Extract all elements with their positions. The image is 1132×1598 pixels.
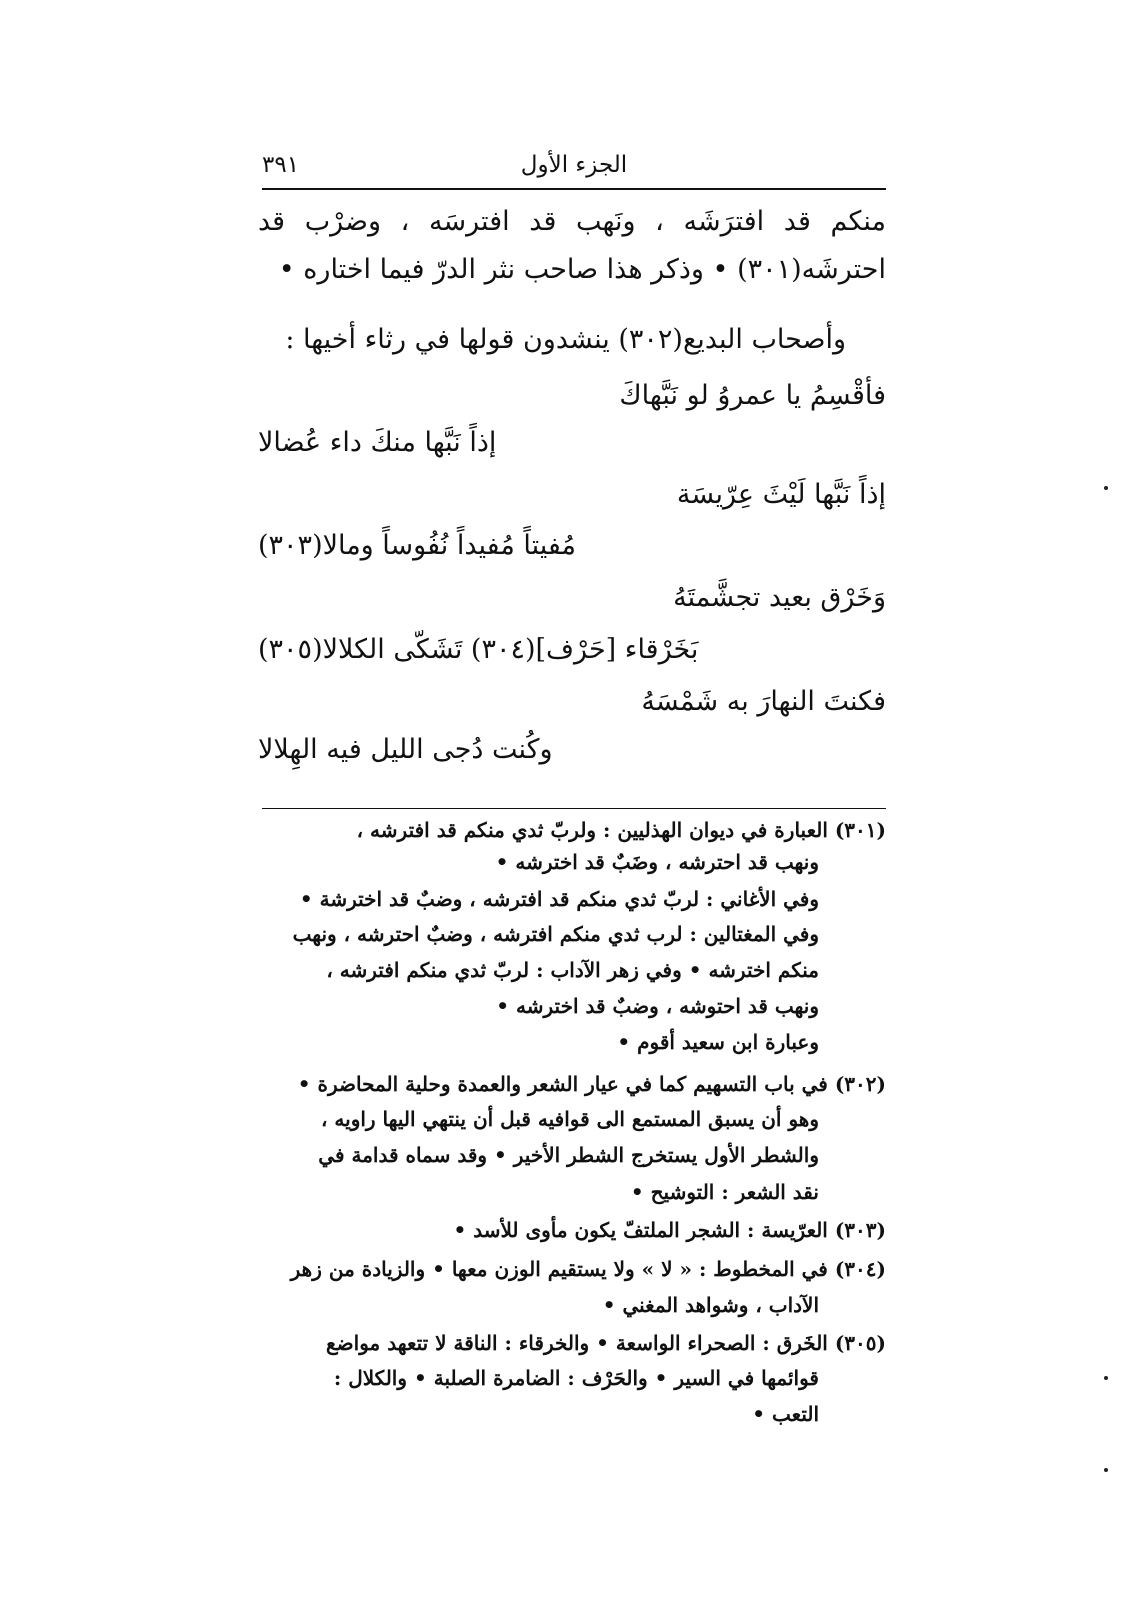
footnote-line: (٣٠١) العبارة في ديوان الهذليين : ولربّ ثدي منكم قد افترشه ، bbox=[356, 818, 886, 842]
footnote-line: منكم اخترشه • وفي زهر الآداب : لربّ ثدي منكم افترشه ، bbox=[326, 958, 819, 982]
footnote-line: (٣٠٣) العرّيسة : الشجر الملتفّ يكون مأوى للأسد • bbox=[453, 1218, 886, 1242]
footnote-line: وعبارة ابن سعيد أقوم • bbox=[617, 1030, 819, 1054]
poem-line: وَخَرْق بعيد تجشَّمتَهُ bbox=[673, 582, 886, 613]
poem-line: إذاً نَبَّها لَيْثَ عِرّيسَة bbox=[676, 479, 886, 510]
body-line: منكم قد افترَشَه ، ونَهب قد افترسَه ، وضرْب قد bbox=[258, 206, 886, 237]
footnote-line: قوائمها في السير • والحَرْف : الضامرة الصلبة • والكلال : bbox=[333, 1366, 819, 1390]
page-number: ٣٩١ bbox=[262, 152, 300, 178]
body-line: وأصحاب البديع(٣٠٢) ينشدون قولها في رثاء أخيها : bbox=[285, 324, 846, 355]
footnote-line: الآداب ، وشواهد المغني • bbox=[602, 1293, 819, 1317]
footnote-line: (٣٠٥) الخَرق : الصحراء الواسعة • والخرقاء : الناقة لا تتعهد مواضع bbox=[326, 1331, 886, 1355]
poem-line: فكنتَ النهارَ به شَمْسَهُ bbox=[641, 686, 886, 717]
footnote-line: وهو أن يسبق المستمع الى قوافيه قبل أن ينتهي اليها راويه ، bbox=[320, 1107, 819, 1131]
scan-speck bbox=[1104, 1376, 1108, 1380]
footnote-divider bbox=[262, 808, 886, 809]
footnote-line: والشطر الأول يستخرج الشطر الأخير • وقد سماه قدامة في bbox=[318, 1143, 819, 1167]
footnote-line: نقد الشعر : التوشيح • bbox=[630, 1180, 819, 1204]
footnote-line: ونهب قد احتوشه ، وضبٌ قد اخترشه • bbox=[496, 994, 819, 1018]
scan-speck bbox=[1104, 486, 1108, 490]
footnote-line: وفي المغتالين : لرب ثدي منكم افترشه ، وضبٌ احترشه ، ونهب bbox=[292, 922, 819, 946]
footnote-line: (٣٠٤) في المخطوط : « لا » ولا يستقيم الوزن معها • والزيادة من زهر bbox=[290, 1257, 886, 1281]
scan-speck bbox=[1104, 1468, 1108, 1472]
body-line: احترشَه(٣٠١) • وذكر هذا صاحب نثر الدرّ فيما اختاره • bbox=[278, 254, 886, 285]
page-header bbox=[262, 150, 886, 190]
poem-line: إذاً نَبَّها منكَ داء عُضالا bbox=[258, 427, 497, 458]
running-head: الجزء الأول bbox=[520, 152, 628, 178]
footnote-line: (٣٠٢) في باب التسهيم كما في عيار الشعر والعمدة وحلية المحاضرة • bbox=[297, 1072, 886, 1096]
poem-line: بَخَرْقاء [حَرْف](٣٠٤) تَشَكّى الكلالا(٣٠٥) bbox=[258, 634, 699, 665]
poem-line: مُفيتاً مُفيداً نُفُوساً ومالا(٣٠٣) bbox=[258, 530, 577, 561]
poem-line: وكُنت دُجى الليل فيه الهِلالا bbox=[258, 734, 553, 765]
footnote-line: وفي الأغاني : لربّ ثدي منكم قد افترشه ، وضبٌ قد اخترشة • bbox=[299, 887, 819, 911]
poem-line: فأقْسِمُ يا عمروُ لو نَبَّهاكَ bbox=[619, 380, 886, 411]
footnote-line: التعب • bbox=[752, 1402, 819, 1426]
footnote-line: ونهب قد احترشه ، وضَبٌ قد اخترشه • bbox=[495, 850, 819, 874]
